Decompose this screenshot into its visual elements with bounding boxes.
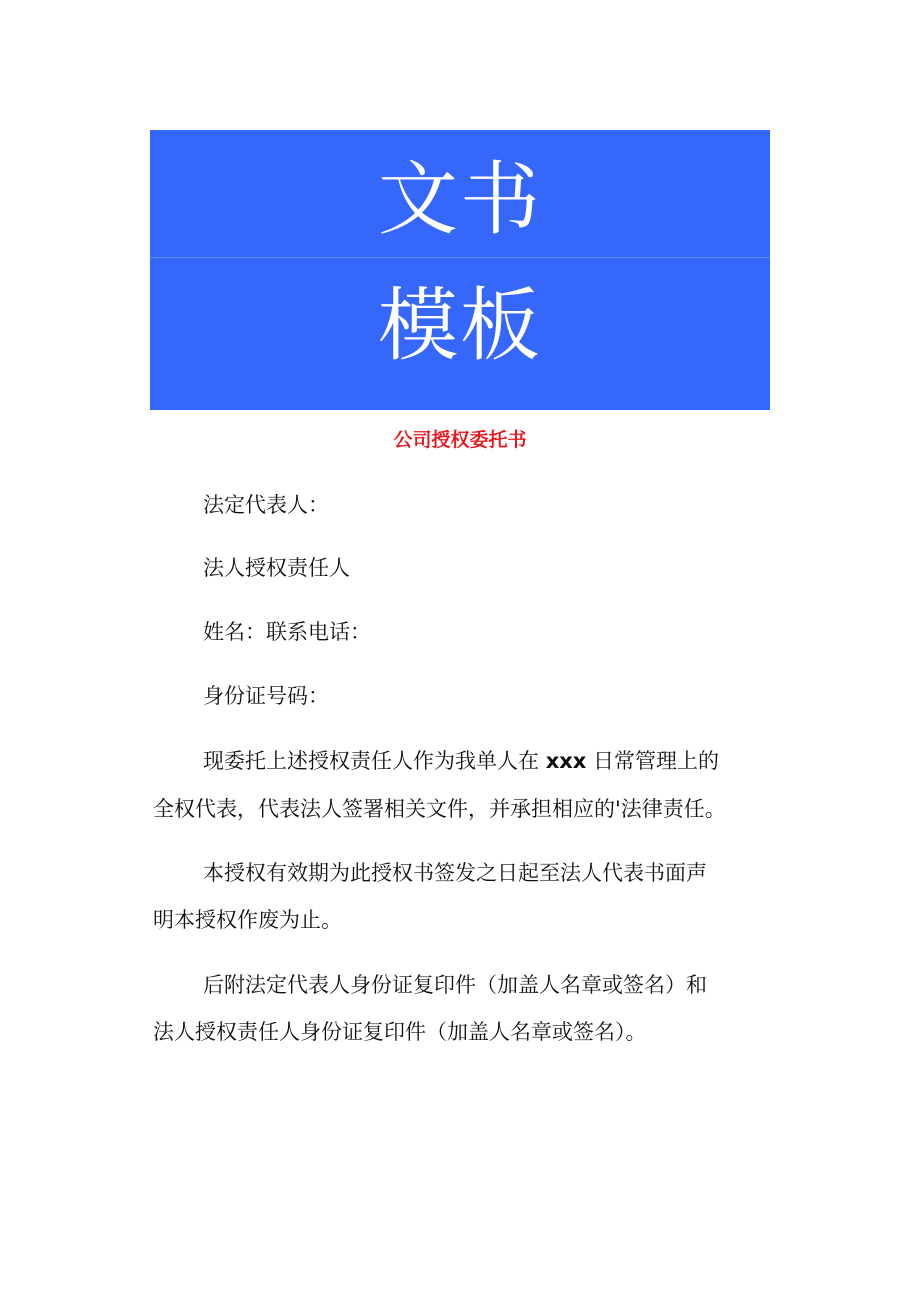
paragraph-2-line-1: 本授权有效期为此授权书签发之日起至法人代表书面声 xyxy=(203,861,707,885)
banner-divider xyxy=(150,257,770,258)
paragraph-2-line-2: 明本授权作废为止。 xyxy=(153,908,342,932)
banner-title-line-1: 文书 xyxy=(378,153,542,246)
paragraph-1-text-end: 日常管理上的 xyxy=(593,749,720,773)
paragraph-1-text-start: 现委托上述授权责任人作为我单人在 xyxy=(203,749,539,773)
paragraph-1-line-1 xyxy=(203,745,719,777)
legal-representative-label: 法定代表人： xyxy=(203,493,329,517)
paragraph-1-line-2: 全权代表，代表法人签署相关文件，并承担相应的'法律责任。 xyxy=(153,797,726,821)
paragraph-3-line-2: 法人授权责任人身份证复印件（加盖人名章或签名）。 xyxy=(153,1020,647,1044)
cover-banner xyxy=(150,130,770,410)
authorized-person-label: 法人授权责任人 xyxy=(203,556,350,580)
banner-title-line-2: 模板 xyxy=(378,279,542,372)
id-number-label: 身份证号码： xyxy=(203,684,329,708)
name-phone-label: 姓名：联系电话： xyxy=(203,620,371,644)
paragraph-3-line-1: 后附法定代表人身份证复印件（加盖人名章或签名）和 xyxy=(203,973,707,997)
document-title: 公司授权委托书 xyxy=(393,429,527,451)
company-placeholder: xxx xyxy=(545,749,587,773)
